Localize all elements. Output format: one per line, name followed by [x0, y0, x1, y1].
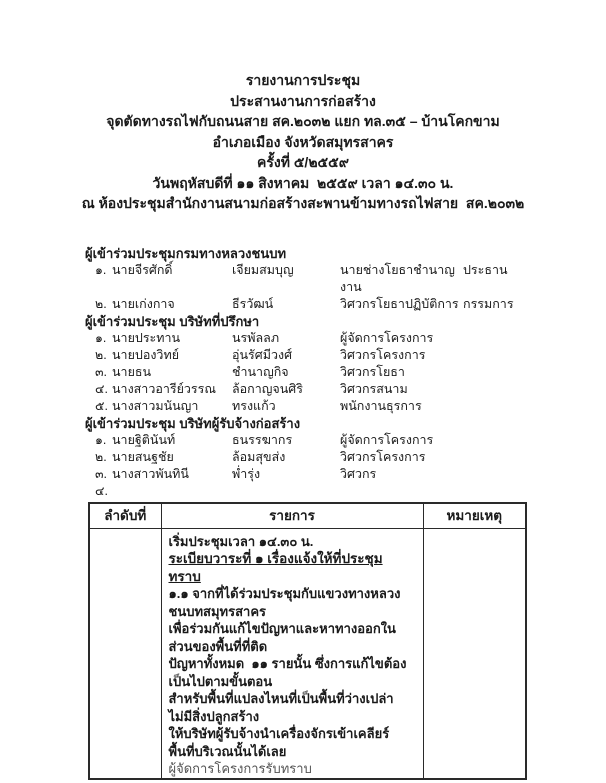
attendee-position: วิศวกรโยธา [340, 364, 405, 379]
attendee-position: พนักงานธุรการ [340, 398, 422, 413]
attendee-number: ๒. [95, 449, 107, 464]
attendee-last-name: พ่ำรุ่ง [232, 466, 261, 481]
cell-remark [423, 528, 526, 779]
attendee-role [463, 330, 606, 347]
title-line-coordination: ประสานงานการก่อสร้าง [230, 92, 376, 109]
attendee-last-name: อุ่นรัศมีวงศ์ [232, 347, 292, 362]
minutes-table-body-row [89, 528, 526, 779]
attendee-first-name: นางสาวมนันญา [112, 398, 199, 413]
attendee-row [95, 347, 606, 364]
agenda-paragraph-line: ปัญหาทั้งหมด ๑๑ รายนั้น ซึ่งการแก้ไขต้องเป็นไปตามขั้นตอน [168, 656, 407, 689]
column-header-remark: หมายเหตุ [423, 503, 526, 529]
cell-order-no [89, 528, 161, 779]
attendee-section-title-contractor: ผู้เข้าร่วมประชุม บริษัทผู้รับจ้างก่อสร้าง [85, 415, 301, 431]
attendee-row-empty [95, 483, 606, 500]
column-header-order-no: ลำดับที่ [89, 503, 161, 529]
attendee-number: ๒. [95, 347, 107, 362]
title-line-project: จุดตัดทางรถไฟกับถนนสาย สค.๒๐๓๒ แยก ทล.๓๕ – บ้านโคกขาม [106, 113, 500, 129]
title-line-report: รายงานการประชุม [245, 72, 361, 88]
attendee-role: ประธาน [463, 262, 508, 277]
attendee-position [340, 483, 463, 500]
attendee-first-name: นายฐิตินันท์ [112, 432, 176, 447]
attendee-number: ๑. [95, 262, 107, 277]
attendee-position: วิศวกรโยธาปฏิบัติการ [340, 296, 459, 311]
minutes-table [88, 502, 527, 780]
attendee-last-name: ธีรวัฒน์ [232, 296, 274, 311]
attendee-first-name: นายสนฐชัย [112, 449, 174, 464]
document-title-block [0, 0, 606, 214]
cell-item-content [161, 528, 423, 779]
attendee-role [463, 347, 606, 364]
attendee-role [463, 483, 606, 500]
meeting-start-line: เริ่มประชุมเวลา ๑๔.๓๐ น. [168, 533, 314, 549]
attendee-first-name: นางสาวพันทินี [112, 466, 189, 481]
attendee-position: ผู้จัดการโครงการ [340, 432, 434, 447]
attendee-last-name: ล้อกาญจนศิริ [232, 381, 303, 396]
attendee-row [95, 364, 606, 381]
attendee-role [463, 381, 606, 398]
attendee-role [463, 449, 606, 466]
attendee-first-name: นายเก่งกาจ [112, 296, 175, 311]
attendee-role [463, 398, 606, 415]
attendee-row [95, 466, 606, 483]
attendee-last-name: เจียมสมบุญ [232, 262, 294, 277]
attendee-last-name: นรพัลลภ [232, 330, 280, 345]
attendee-position: วิศวกร [340, 466, 377, 481]
attendee-number: ๓. [95, 364, 108, 379]
attendee-role: กรรมการ [463, 296, 514, 311]
attendee-role [463, 364, 606, 381]
attendee-number: ๓. [95, 466, 108, 481]
attendee-first-name: นายปองวิทย์ [112, 347, 180, 362]
attendee-first-name: นายจีรศักดิ์ [112, 262, 173, 277]
agenda-heading: ระเบียบวาระที่ ๑ เรื่องแจ้งให้ที่ประชุมทราบ [168, 551, 383, 584]
attendee-first-name: นายประทาน [112, 330, 181, 345]
attendee-number: ๒. [95, 296, 107, 311]
column-header-item: รายการ [161, 503, 423, 529]
attendee-row [95, 449, 606, 466]
attendee-first-name: นางสาวอารีย์วรรณ [112, 381, 216, 396]
attendee-row [95, 262, 606, 296]
attendee-number: ๕. [95, 398, 108, 413]
attendee-row [95, 398, 606, 415]
attendee-last-name: ล้อมสุขส่ง [232, 449, 286, 464]
attendee-last-name: ทรงแก้ว [232, 398, 276, 413]
attendee-role [463, 432, 606, 449]
agenda-paragraph-line: เพื่อร่วมกันแก้ไขปัญหาและหาทางออกในส่วนของพื้นที่ที่ติด [168, 621, 396, 654]
attendee-row [95, 432, 606, 449]
attendee-number: ๑. [95, 330, 107, 345]
attendee-last-name [232, 483, 340, 500]
attendee-number: ๔. [95, 381, 108, 396]
agenda-paragraph-line: ให้บริษัทผู้รับจ้างนำเครื่องจักรเข้าเคลียร์พื้นที่บริเวณนั้นได้เลย [168, 726, 390, 759]
attendee-position: นายช่างโยธาชำนาญงาน [340, 262, 455, 294]
agenda-paragraph-line: สำหรับพื้นที่แปลงไหนที่เป็นพื้นที่ว่างเปล่าไม่มีสิ่งปลูกสร้าง [168, 691, 394, 724]
attendee-last-name: ธนรรฆากร [232, 432, 293, 447]
attendee-position: ผู้จัดการโครงการ [340, 330, 434, 345]
attendee-row [95, 330, 606, 347]
attendee-last-name: ชำนาญกิจ [232, 364, 289, 379]
attendee-position: วิศวกรโครงการ [340, 449, 426, 464]
attendee-position: วิศวกรโครงการ [340, 347, 426, 362]
attendees-block [0, 245, 606, 500]
acknowledgement-line: ผู้จัดการโครงการรับทราบ [168, 761, 312, 776]
attendee-section-title-drr: ผู้เข้าร่วมประชุมกรมทางหลวงชนบท [85, 245, 287, 261]
attendee-number: ๔. [95, 483, 108, 498]
attendee-number: ๑. [95, 432, 107, 447]
attendee-position: วิศวกรสนาม [340, 381, 408, 396]
attendee-row [95, 296, 606, 313]
attendee-first-name [112, 483, 232, 500]
attendee-first-name: นายธน [112, 364, 152, 379]
title-line-date-time: วันพฤหัสบดีที่ ๑๑ สิงหาคม ๒๕๕๙ เวลา ๑๔.๓๐ น. [152, 174, 454, 191]
title-line-location: อำเภอเมือง จังหวัดสมุทรสาคร [212, 133, 394, 150]
attendee-role [463, 466, 606, 483]
agenda-paragraph-line: ๑.๑ จากที่ได้ร่วมประชุมกับแขวงทางหลวงชนบทสมุทรสาคร [168, 586, 401, 619]
attendee-row [95, 381, 606, 398]
title-line-venue: ณ ห้องประชุมสำนักงานสนามก่อสร้างสะพานข้ามทางรถไฟสาย สค.๒๐๓๒ [81, 195, 525, 211]
title-line-meeting-number: ครั้งที่ ๕/๒๕๕๙ [257, 154, 349, 170]
minutes-table-header-row [89, 503, 526, 529]
attendee-section-title-consultant: ผู้เข้าร่วมประชุม บริษัทที่ปรึกษา [85, 313, 260, 329]
